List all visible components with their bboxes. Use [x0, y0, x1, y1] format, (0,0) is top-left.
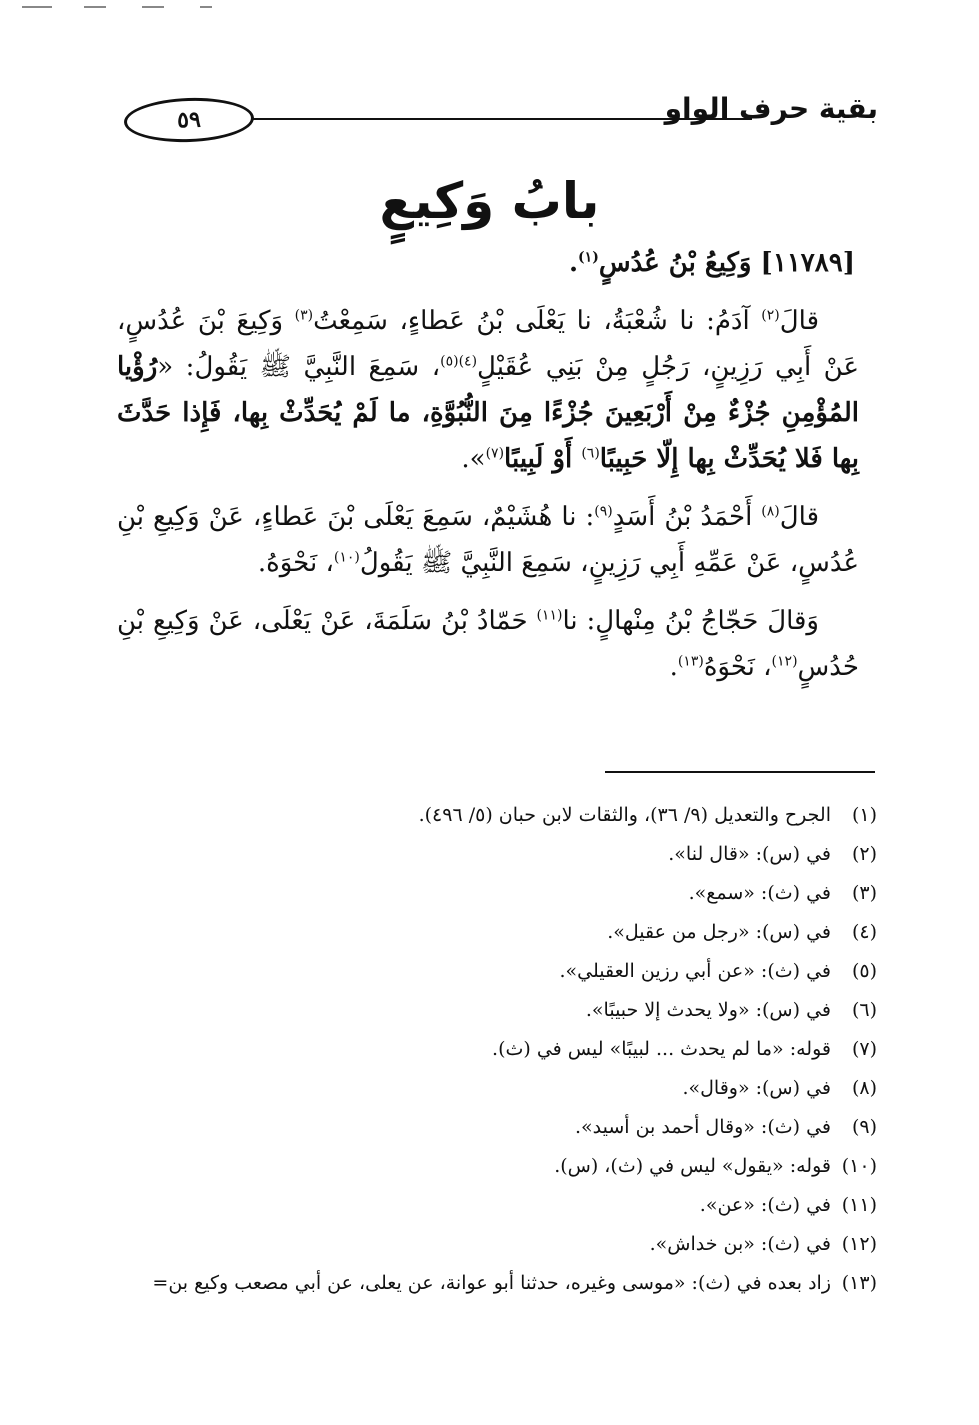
footnote-number: (١٣): [841, 1272, 877, 1294]
footnote-text: في (ث): «عن».: [699, 1194, 831, 1216]
footnote: [137, 1225, 877, 1264]
footnote-number: (٦): [851, 999, 877, 1021]
text-run: حَمّادُ بْنُ سَلَمَةَ، عَنْ يَعْلَى، عَنْ وَكِيعِ بْنِ حُدُسٍ: [117, 606, 859, 682]
paragraph-3: [117, 598, 859, 690]
footnote: [137, 1069, 877, 1108]
hadith-text: رُؤْيا المُؤْمِنِ جُزْءٌ مِنْ أَرْبَعِينَ جُزْءًا مِنَ النُّبُوَّةِ، ما لَمْ يُحَدِّثْ بِها، فَإِذا حَدَّثَ بِها فَلا يُحَدِّثْ بِها إِلّا حَبِيبًا: [117, 352, 859, 474]
text-run: وَكِيعَ بْنَ عُدُسٍ، عَنْ أَبِي رَزِينٍ، رَجُلٍ مِنْ بَنِي عُقَيْلٍ: [117, 306, 859, 382]
footnote-text: زاد بعده في (ث): «موسى وغيره، حدثنا أبو عوانة، عن يعلى، عن أبي مصعب وكيع بن=: [152, 1272, 831, 1294]
footnote-ref: (٨): [761, 503, 780, 520]
entry-heading: [١١٧٨٩] وَكِيعُ بْنُ عُدُسٍ$^{(١)}$.: [568, 248, 855, 278]
footnote-number: (٩): [851, 1116, 877, 1138]
footnote-ref: (١٣): [677, 653, 704, 670]
footnote-number: (١٢): [841, 1233, 877, 1255]
text-run: قالَ: [779, 306, 819, 336]
text-run: وَقالَ حَجّاجُ بْنُ مِنْهالٍ: نا: [562, 606, 819, 636]
hadith-text: أَوْ لَبِيبًا: [504, 444, 582, 474]
footnote: [137, 952, 877, 991]
footnote: [137, 1186, 877, 1225]
footnote-number: (١٠): [841, 1155, 877, 1177]
footnote: [137, 913, 877, 952]
footnote: [137, 1147, 877, 1186]
footnote-number: (٤): [851, 921, 877, 943]
footnote: [137, 1264, 877, 1303]
footnote-text: قوله: «ما لم يحدث ... لبيبًا» ليس في (ث).: [492, 1038, 831, 1060]
footnote: [137, 991, 877, 1030]
running-head: بقية حرف الواو: [664, 92, 878, 125]
scan-marks: [22, 6, 222, 10]
footnote-ref: (٤): [458, 353, 478, 370]
footnote-ref: (٩): [594, 503, 613, 520]
footnote-text: في (س): «وقال».: [682, 1077, 831, 1099]
footnote: [137, 874, 877, 913]
text-run: ».: [461, 444, 486, 474]
page-number: ٥٩: [123, 96, 254, 145]
footnote-number: (٢): [851, 843, 877, 865]
page-header: [118, 90, 878, 160]
footnote-number: (٥): [851, 960, 877, 982]
body-text: [117, 298, 859, 702]
chapter-title: بابُ وَكِيعٍ: [379, 172, 600, 230]
footnote-text: في (س): «رجل من عقيل».: [607, 921, 831, 943]
footnote-text: في (ث): «سمع».: [688, 882, 831, 904]
text-run: أَحْمَدُ بْنُ أَسَدٍ: [612, 502, 762, 532]
entry-number: [١١٧٨٩]: [760, 248, 855, 278]
footnote-text: في (ث): «وقال أحمد بن أسيد».: [574, 1116, 831, 1138]
footnote-number: (٧): [851, 1038, 877, 1060]
footnote-text: في (ث): «عن أبي رزين العقيلي».: [559, 960, 831, 982]
text-run: قالَ: [779, 502, 819, 532]
footnote-text: الجرح والتعديل (٩/ ٣٦)، والثقات لابن حبان (٥/ ٤٩٦).: [418, 804, 831, 826]
footnote-ref: (٢): [761, 307, 780, 324]
footnotes: [137, 796, 877, 1303]
footnote-ref: (٧): [485, 445, 505, 462]
footnote-text: في (س): «ولا يحدث إلا حبيبًا».: [585, 999, 831, 1021]
text-run: ، سَمِعَ النَّبِيَّ ﷺ يَقُولُ: «: [157, 352, 441, 382]
footnote: [137, 835, 877, 874]
footnote-number: (٨): [851, 1077, 877, 1099]
footnote-ref: (٦): [581, 445, 600, 462]
text-run: .: [669, 652, 678, 682]
footnote-ref: (١): [578, 249, 599, 266]
footnote-text: في (س): «قال لنا».: [668, 843, 831, 865]
footnote-number: (١): [851, 804, 877, 826]
footnote-ref: (١٢): [771, 653, 798, 670]
text-run: : نا هُشَيْمٌ، سَمِعَ يَعْلَى بْنَ عَطاءٍ، عَنْ وَكِيعِ بْنِ عُدُسٍ، عَنْ عَمِّهِ أَبِي رَزِينٍ، سَمِعَ النَّبِيَّ ﷺ يَقُولُ: [117, 502, 859, 578]
footnote-ref: (٣): [294, 307, 314, 324]
footnote-text: قوله: «يقول» ليس في (ث)، (س).: [554, 1155, 831, 1177]
footnote-text: في (ث): «بن خداش».: [649, 1233, 831, 1255]
text-run: ، نَحْوَهُ: [703, 652, 772, 682]
footnote-ref: (١١): [536, 607, 563, 624]
text-run: آدَمُ: نا شُعْبَةُ، نا يَعْلَى بْنُ عَطاءٍ، سَمِعْتُ: [313, 306, 762, 336]
text-run: ، نَحْوَهُ.: [257, 548, 334, 578]
footnote: [137, 796, 877, 835]
entry-name: وَكِيعُ بْنُ عُدُسٍ: [598, 248, 752, 278]
paragraph-1: [117, 298, 859, 482]
footnote-ref: (٥): [440, 353, 459, 370]
footnote-ref: (١٠): [333, 549, 360, 566]
footnote: [137, 1108, 877, 1147]
footnote-separator: [605, 771, 875, 773]
paragraph-2: [117, 494, 859, 586]
footnote: [137, 1030, 877, 1069]
footnote-number: (٣): [851, 882, 877, 904]
footnote-number: (١١): [841, 1194, 877, 1216]
